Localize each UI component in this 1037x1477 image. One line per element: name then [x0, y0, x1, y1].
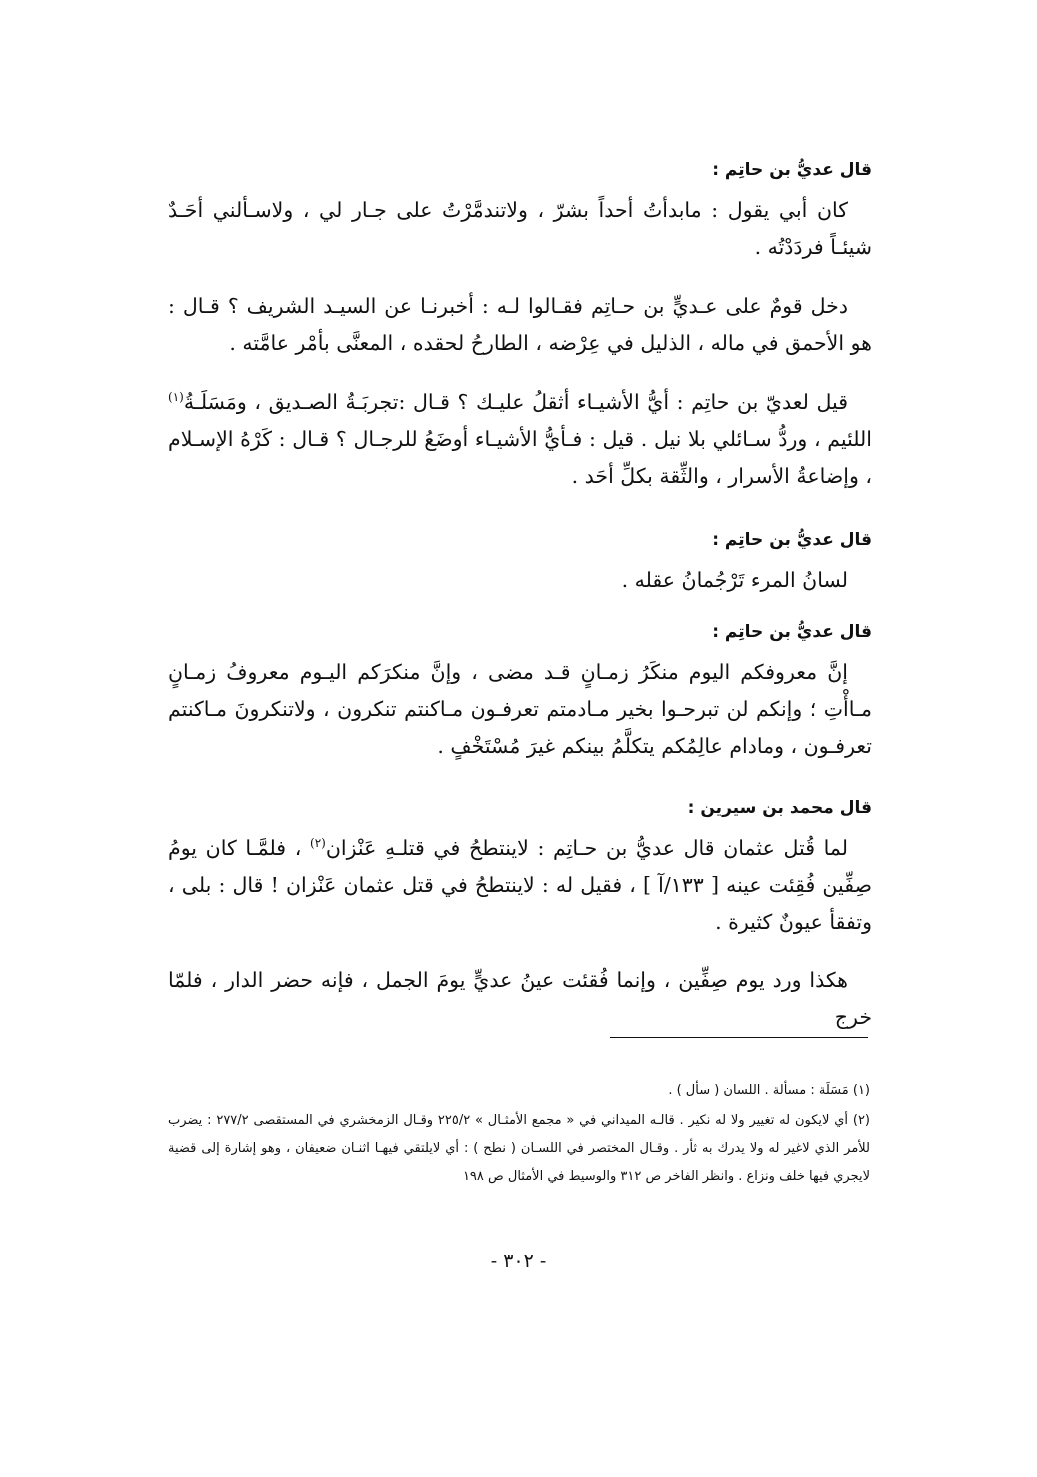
paragraph-3-text — [168, 384, 872, 495]
section-heading-6: قال محمد بن سيرين : — [687, 798, 872, 818]
paragraph-7-text: هكذا ورد يوم صِفِّين ، وإنما فُقئت عينُ عديٍّ يومَ الجمل ، فإنه حضر الدار ، فلمّا خرج — [168, 968, 872, 1029]
paragraph-5-text: إنَّ معروفكم اليوم منكَرُ زمـانٍ قـد مضى ، وإنَّ منكرَكم اليـوم معروفُ زمـانٍ مـاأْتِ ؛ وإنكم لن تبرحـوا بخير مـادمتم تعرفـون مـاكنتم تنكرون ، ولاتنكرونَ مـاكنتم تعرفـون ، ومادام عالِمُكم يتكلَّمُ بينكم غيرَ مُسْتَخْفٍ . — [168, 660, 872, 758]
section-heading-4: قال عديُّ بن حاتِم : — [712, 530, 872, 550]
footnote-ref-2: (٢) — [310, 836, 326, 851]
paragraph-7 — [168, 962, 872, 1036]
paragraph-6 — [168, 830, 872, 941]
paragraph-6-text — [168, 830, 872, 941]
section-heading-5: قال عديُّ بن حاتِم : — [712, 622, 872, 642]
paragraph-4 — [168, 562, 872, 599]
page-number: - ٣٠٢ - — [490, 1250, 547, 1272]
section-heading-1: قال عديُّ بن حاتِم : — [712, 160, 872, 180]
footnote-1: (١) مَسَلَة : مسألة . اللسان ( سأل ) . — [668, 1083, 870, 1098]
paragraph-1-text: كان أبي يقول : مابدأتُ أحداً بشرّ ، ولاتندمَّرْتُ على جـار لي ، ولاسـألني أحَـدٌ شيئـاً فردَدْتُه . — [168, 198, 872, 259]
paragraph-2-text: دخل قومٌ على عـديٍّ بن حـاتِم فقـالوا لـه : أخبرنـا عن السيـد الشريف ؟ قـال : هو الأحمق في ماله ، الذليل في عِرْضه ، الطارحُ لحقده ، المعنَّى بأمْر عامَّته . — [168, 294, 872, 355]
footnote-ref-1: (١) — [168, 390, 184, 405]
paragraph-6-part-2: ، فلمَّـا كان يومُ صِفِّين فُقِئت عينه [ ١٣٣/آ ] ، فقيل له : لاينتطحُ في قتل عثمان عَنْزان ! قال : بلى ، وتفقأ عيونٌ كثيرة . — [168, 836, 872, 934]
paragraph-1 — [168, 192, 872, 266]
paragraph-4-text: لسانُ المرء تَرْجُمانُ عقله . — [621, 568, 848, 592]
paragraph-2 — [168, 288, 872, 362]
paragraph-3-part-2: اللئيم ، وردُّ سـائلي بلا نيل . قيل : فـأيُّ الأشيـاء أوضَعُ للرجـال ؟ قـال : كَرْهُ الإسـلام ، وإضاعةُ الأسرار ، والثِّقة بكلِّ أحَد . — [168, 427, 872, 488]
footnote-2: (٢) أي لايكون له تغيير ولا له نكير . قالـه الميداني في « مجمع الأمثـال » ٢٢٥/٢ وقـال الزمخشري في المستقصى ٢٧٧/٢ : يضرب للأمر الذي لاغير له ولا يدرك به ثأر . وقـال المختصر في اللسـان ( نطح ) : أي لايلتقي فيهـا اثنـان ضعيفان ، وهو إشارة إلى قضية لايجري فيها خلف ونزاع . وانظر الفاخر ص ٣١٢ والوسيط في الأمثال ص ١٩٨ — [168, 1113, 870, 1184]
paragraph-5 — [168, 654, 872, 765]
paragraph-3-part-1: قيل لعديّ بن حاتِم : أيُّ الأشيـاء أثقلُ عليـك ؟ قـال :تجربَـةُ الصـديق ، ومَسَلَـةُ — [183, 390, 848, 414]
paragraph-6-part-1: لما قُتل عثمان قال عديُّ بن حـاتِم : لاينتطحُ في قتلـهِ عَنْزان — [325, 836, 848, 860]
paragraph-3 — [168, 384, 872, 495]
footnote-divider — [610, 1037, 868, 1038]
